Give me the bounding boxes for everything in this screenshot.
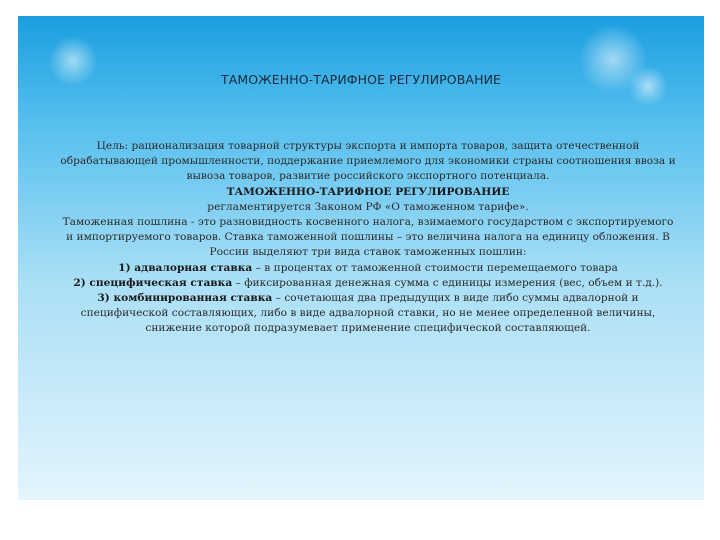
duty-definition-paragraph: Таможенная пошлина - это разновидность косвенного налога, взимаемого государством с экспортируемого и импортируемого товаров. Ставка таможенной пошлины – это величина налога на единицу обложения. В России выделяют три вида ставок таможенных пошлин:	[62, 216, 674, 259]
goal-paragraph: Цель: рационализация товарной структуры экспорта и импорта товаров, защита отечественной обрабатывающей промышленности, поддержание приемлемого для экономики страны соотношения ввоза и вывоза товаров, развитие российского экспортного потенциала.	[60, 140, 676, 183]
subheading	[58, 185, 678, 200]
rate-term: 1) адвалорная ставка	[118, 261, 253, 274]
rate-item	[58, 291, 678, 337]
regulation-paragraph: регламентируется Законом РФ «О таможенном тарифе».	[207, 200, 529, 213]
rate-term: 2) специфическая ставка	[73, 276, 233, 289]
slide	[18, 16, 704, 500]
rate-term: 3) комбинированная ставка	[97, 292, 273, 305]
slide-body	[58, 139, 678, 337]
rate-item	[58, 261, 678, 276]
rate-item	[58, 276, 678, 291]
rate-description: – в процентах от таможенной стоимости перемещаемого товара	[252, 261, 618, 274]
rate-description: – сочетающая два предыдущих в виде либо суммы адвалорной и специфической составляющих, либо в виде адвалорной ставки, но не менее определенной величины, снижение которой подразумевает применение специфической составляющей.	[80, 292, 656, 335]
subheading-text: ТАМОЖЕННО-ТАРИФНОЕ РЕГУЛИРОВАНИЕ	[226, 185, 510, 198]
rate-description: – фиксированная денежная сумма с единицы измерения (вес, объем и т.д.).	[232, 276, 663, 289]
slide-title: ТАМОЖЕННО-ТАРИФНОЕ РЕГУЛИРОВАНИЕ	[220, 72, 502, 87]
